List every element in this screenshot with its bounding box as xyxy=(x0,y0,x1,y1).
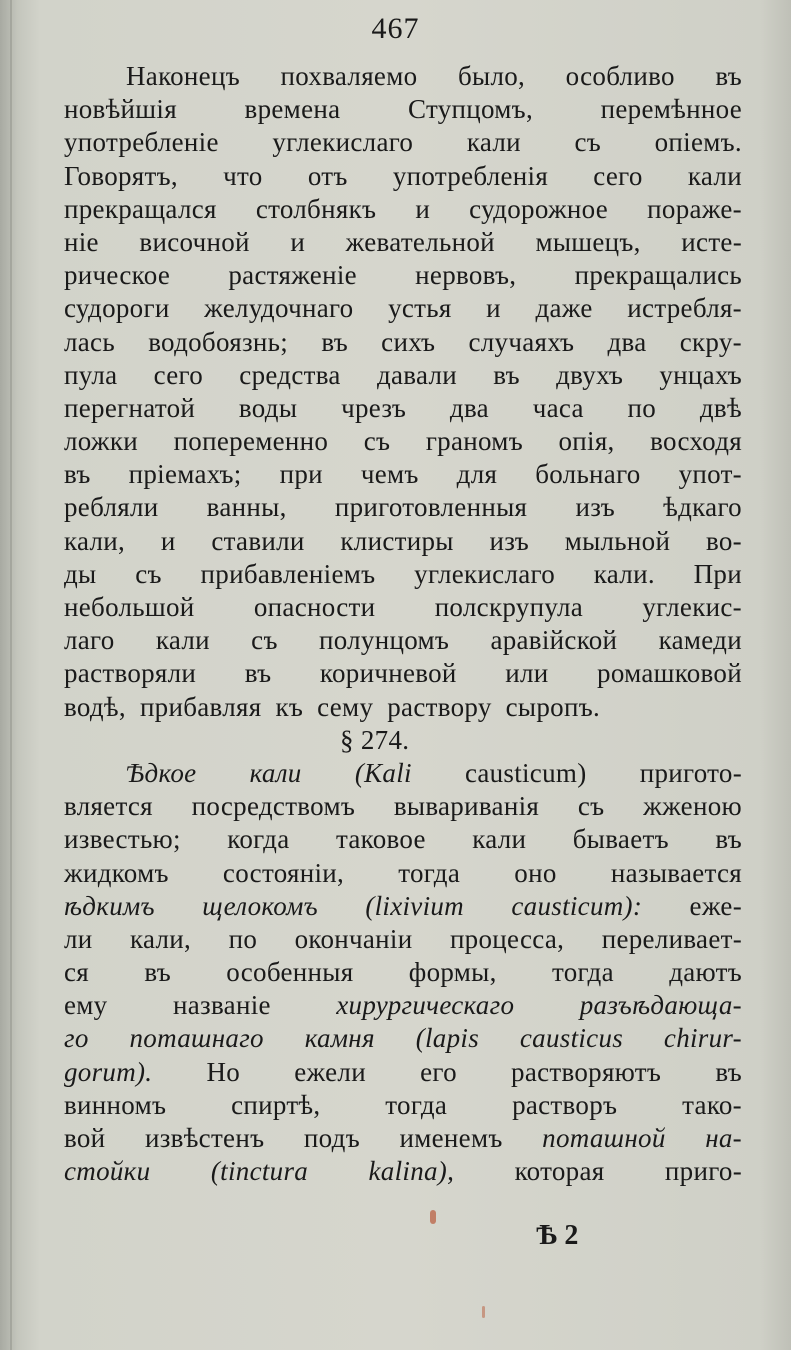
word: kalina), xyxy=(368,1156,455,1187)
word: судороги xyxy=(64,293,170,324)
word: давали xyxy=(376,359,458,390)
word: въ xyxy=(244,658,272,689)
word: называется xyxy=(610,857,742,888)
word: времена xyxy=(244,94,341,125)
word: новѣйшія xyxy=(64,94,177,125)
word: по xyxy=(627,392,657,423)
word: gorum). xyxy=(64,1056,153,1087)
word: углекис- xyxy=(642,592,742,622)
word: употребленія xyxy=(392,160,549,191)
word: causticum) xyxy=(465,757,587,788)
word: даютъ xyxy=(669,957,742,988)
word: височной xyxy=(139,226,250,257)
word: тогда xyxy=(385,1089,448,1120)
word: съ xyxy=(577,791,605,822)
word: кали, xyxy=(64,525,126,556)
word: ложки xyxy=(64,426,139,457)
word: клистиры xyxy=(340,525,454,556)
word: лась xyxy=(64,326,115,357)
word: съ xyxy=(135,558,162,589)
word: ставили xyxy=(211,525,305,556)
word: прибавленіемъ xyxy=(200,558,376,589)
word: было, xyxy=(457,61,526,91)
word: на- xyxy=(705,1123,742,1153)
word: стойки xyxy=(64,1156,151,1187)
word: раствору xyxy=(387,691,492,722)
word: процесса, xyxy=(449,923,565,954)
word: еже- xyxy=(689,890,742,921)
text-line xyxy=(64,292,742,325)
word: Но xyxy=(206,1056,241,1087)
word: въ xyxy=(493,359,520,390)
word: ребляли xyxy=(64,492,159,523)
word: полунцомъ xyxy=(318,625,450,656)
word: сего xyxy=(153,359,204,390)
text-line xyxy=(64,1056,742,1089)
word: При xyxy=(693,558,742,589)
word: вляется xyxy=(64,791,153,822)
text-line xyxy=(64,956,742,989)
word: двѣ xyxy=(699,392,742,423)
word: случаяхъ xyxy=(468,326,575,357)
word: водѣ, xyxy=(64,691,126,722)
word: мыльной xyxy=(564,525,671,556)
word: приго- xyxy=(664,1156,742,1187)
word: кали xyxy=(249,757,302,788)
word: къ xyxy=(275,691,304,722)
word: бываетъ xyxy=(572,824,669,855)
word: изъ xyxy=(575,492,615,523)
word: го xyxy=(64,1023,89,1054)
word: опія, xyxy=(558,426,615,457)
word: извѣстенъ xyxy=(144,1123,265,1153)
word: мышецъ, xyxy=(535,226,641,257)
text-line xyxy=(64,923,742,956)
word: чемъ xyxy=(360,459,419,490)
word: рическое xyxy=(64,260,171,291)
word: водобоязнь; xyxy=(148,326,289,357)
word: столбнякъ xyxy=(255,193,377,224)
text-line xyxy=(64,790,742,823)
word: тогда xyxy=(551,957,614,988)
word: унцахъ xyxy=(659,359,742,390)
text-line xyxy=(64,1122,742,1155)
word: ніе xyxy=(64,226,99,257)
word: изъ xyxy=(489,525,529,556)
word: жженою xyxy=(643,791,742,822)
section-marker: § 274. xyxy=(340,724,410,755)
text-line xyxy=(64,1022,742,1055)
word: опасности xyxy=(253,592,376,622)
word: его xyxy=(420,1056,457,1087)
body-text xyxy=(64,60,742,1188)
word: съ xyxy=(251,625,278,656)
word: (lapis xyxy=(415,1023,480,1054)
text-line xyxy=(64,857,742,890)
word: во- xyxy=(705,525,742,556)
word: жевательной xyxy=(345,226,495,257)
word: прекращались xyxy=(574,260,742,291)
word: (lixivium xyxy=(365,890,464,921)
word: известью; xyxy=(64,824,181,855)
word: оно xyxy=(514,857,557,888)
word: спиртѣ, xyxy=(231,1089,321,1120)
word: коричневой xyxy=(319,658,457,689)
word: или xyxy=(505,658,549,689)
word: небольшой xyxy=(64,592,195,622)
word: кали xyxy=(472,824,527,855)
word: разъѣдающа- xyxy=(579,990,742,1021)
text-line xyxy=(64,359,742,392)
word: растворяютъ xyxy=(511,1056,662,1087)
word: и xyxy=(290,226,306,257)
word: Наконецъ xyxy=(126,61,240,91)
word: ванны, xyxy=(206,492,287,523)
word: опіемъ. xyxy=(654,127,742,158)
word: больнаго xyxy=(535,459,641,490)
text-line xyxy=(64,989,742,1022)
word: кали, xyxy=(130,923,192,954)
word: вывариванія xyxy=(393,791,540,822)
word: средства xyxy=(239,359,341,390)
word: въ xyxy=(715,1056,742,1087)
text-line xyxy=(64,1089,742,1122)
word: таковое xyxy=(335,824,426,855)
word: прибавляя xyxy=(139,691,262,722)
word: causticus xyxy=(519,1023,624,1054)
word: поташнаго xyxy=(129,1023,264,1054)
text-line xyxy=(64,126,742,159)
word: causticum): xyxy=(511,890,643,921)
word: прекращался xyxy=(64,193,217,224)
word: ды xyxy=(64,558,97,589)
word: Говорятъ, xyxy=(64,160,178,191)
word: полскрупула xyxy=(434,592,584,622)
word: съ xyxy=(574,127,602,158)
word: воды xyxy=(238,392,298,423)
word: (Kali xyxy=(354,757,412,788)
word: ежели xyxy=(294,1056,366,1087)
word: аравійской xyxy=(490,625,618,656)
word: перемѣнное xyxy=(600,94,742,125)
word: тако- xyxy=(682,1089,742,1120)
word: винномъ xyxy=(64,1089,167,1120)
word: восходя xyxy=(650,426,742,457)
word: что xyxy=(223,160,263,191)
word: пригото- xyxy=(639,757,742,788)
word: истребля- xyxy=(627,293,742,324)
word: употребленіе xyxy=(64,127,219,158)
text-line xyxy=(64,392,742,425)
text-line xyxy=(64,326,742,359)
word: пораже- xyxy=(647,193,742,224)
word: и xyxy=(415,193,431,224)
text-line xyxy=(64,60,742,93)
word: отъ xyxy=(307,160,348,191)
word: въ xyxy=(64,459,91,490)
word: углекислаго xyxy=(272,127,414,158)
text-line xyxy=(64,458,742,491)
word: вой xyxy=(64,1123,106,1153)
word: приготовленныя xyxy=(334,492,528,523)
ink-stain xyxy=(430,1210,436,1224)
text-line xyxy=(64,558,742,591)
text-line xyxy=(64,425,742,458)
text-line xyxy=(64,525,742,558)
word: желудочнаго xyxy=(204,293,354,324)
text-line xyxy=(64,226,742,259)
word: сихъ xyxy=(381,326,436,357)
text-line xyxy=(64,259,742,292)
word: Ступцомъ, xyxy=(408,94,533,125)
word: Ѣдкое xyxy=(126,757,197,788)
word: кали xyxy=(687,160,742,191)
word: пула xyxy=(64,359,118,390)
word: сему xyxy=(317,691,374,722)
word: chirur- xyxy=(663,1023,742,1054)
word: тогда xyxy=(398,857,461,888)
word: хирургическаго xyxy=(336,990,515,1021)
text-line xyxy=(64,591,742,624)
word: ся xyxy=(64,957,90,988)
text-line xyxy=(64,657,742,690)
word: углекислаго xyxy=(414,558,556,589)
word: и xyxy=(160,525,176,556)
word: для xyxy=(456,459,498,490)
word: особенныя xyxy=(226,957,354,988)
text-line xyxy=(64,624,742,657)
text-line xyxy=(64,491,742,524)
word: лаго xyxy=(64,625,115,656)
word: ему xyxy=(64,990,108,1021)
word: устья xyxy=(388,293,452,324)
page-gutter xyxy=(10,0,12,1350)
word: упот- xyxy=(678,459,742,490)
text-line xyxy=(64,823,742,856)
text-line xyxy=(64,93,742,126)
word: нервовъ, xyxy=(415,260,517,291)
word: ромашковой xyxy=(597,658,742,689)
word: камня xyxy=(304,1023,375,1054)
word: сыропъ. xyxy=(505,691,601,722)
word: два xyxy=(607,326,647,357)
word: въ xyxy=(715,61,742,91)
word: именемъ xyxy=(399,1123,503,1153)
word: камеди xyxy=(658,625,742,656)
word: ѣдкимъ xyxy=(64,890,155,921)
word: подъ xyxy=(303,1123,360,1153)
word: сего xyxy=(593,160,643,191)
word: жидкомъ xyxy=(64,857,169,888)
word: двухъ xyxy=(556,359,624,390)
word: судорожное xyxy=(469,193,609,224)
word: когда xyxy=(227,824,290,855)
signature-mark: Ѣ 2 xyxy=(536,1220,579,1251)
word: два xyxy=(449,392,489,423)
word: кали. xyxy=(593,558,655,589)
word: поташной xyxy=(542,1123,666,1153)
ink-stain xyxy=(482,1306,485,1318)
text-line xyxy=(64,757,742,790)
word: въ xyxy=(715,824,742,855)
word: въ xyxy=(321,326,348,357)
word: пріемахъ; xyxy=(128,459,242,490)
word: по xyxy=(228,923,258,954)
word: растворъ xyxy=(512,1089,618,1120)
word: похваляемо xyxy=(280,61,418,91)
word: переливает- xyxy=(601,923,742,954)
word: скру- xyxy=(679,326,742,357)
word: окончаніи xyxy=(294,923,413,954)
word: часа xyxy=(532,392,584,423)
word: и xyxy=(486,293,501,324)
text-line xyxy=(64,1155,742,1188)
word: которая xyxy=(514,1156,605,1187)
word: посредствомъ xyxy=(191,791,356,822)
word: формы, xyxy=(408,957,497,988)
word: щелокомъ xyxy=(202,890,318,921)
page-number: 467 xyxy=(371,12,420,45)
text-line xyxy=(64,691,742,724)
word: состояніи, xyxy=(222,857,345,888)
word: въ xyxy=(144,957,171,988)
word: ли xyxy=(64,923,93,954)
word: исте- xyxy=(681,226,742,257)
word: особливо xyxy=(565,61,675,91)
word: съ xyxy=(363,426,391,457)
word: ѣдкаго xyxy=(663,492,742,523)
word: кали xyxy=(155,625,210,656)
word: чрезъ xyxy=(341,392,407,423)
text-line xyxy=(64,193,742,226)
word: попеременно xyxy=(173,426,329,457)
word: граномъ xyxy=(425,426,523,457)
word: растяженіе xyxy=(228,260,357,291)
word: при xyxy=(279,459,323,490)
word: кали xyxy=(466,127,521,158)
word: перегнатой xyxy=(64,392,196,423)
word: названіе xyxy=(172,990,271,1021)
word: растворяли xyxy=(64,658,197,689)
text-line xyxy=(64,160,742,193)
word: (tinctura xyxy=(210,1156,309,1187)
word: даже xyxy=(535,293,593,324)
text-line xyxy=(64,890,742,923)
